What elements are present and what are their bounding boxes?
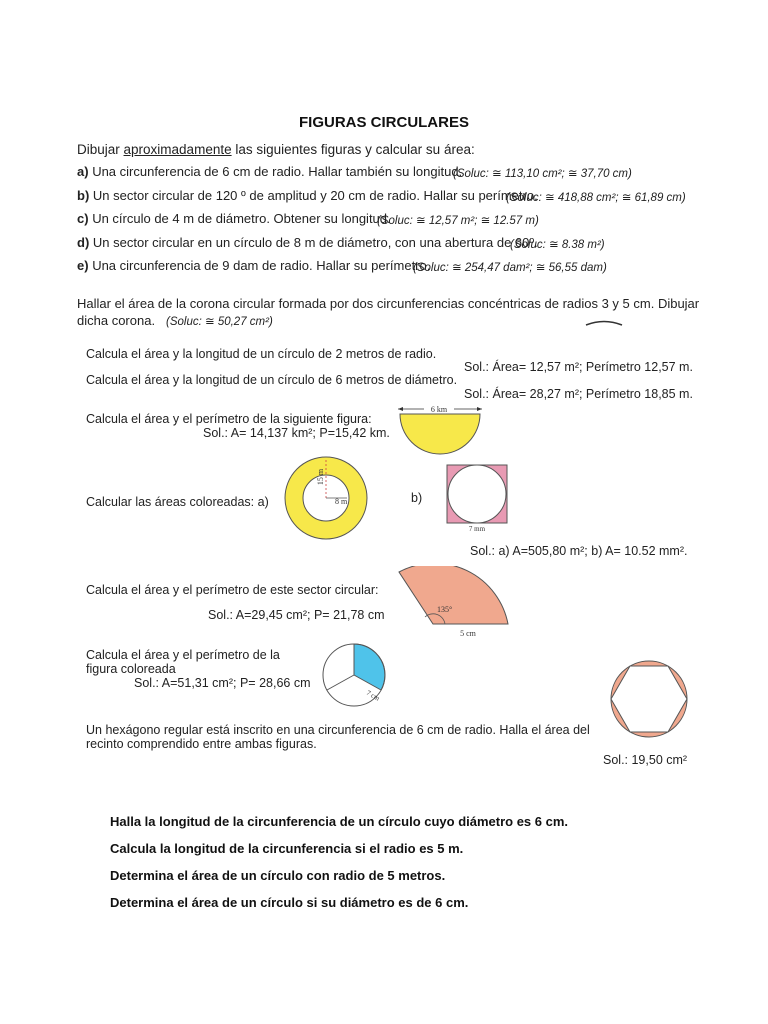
item-letter: a) bbox=[77, 164, 89, 179]
exercise-6-solution: Sol.: A=51,31 cm²; P= 28,66 cm bbox=[134, 676, 311, 690]
intro-suffix: las siguientes figuras y calcular su área: bbox=[231, 142, 475, 157]
exercise-7-solution: Sol.: 19,50 cm² bbox=[603, 753, 688, 767]
label-8m: 8 m bbox=[335, 497, 348, 506]
label-15m: 15 m bbox=[316, 468, 325, 486]
item-solution: (Soluc: ≅ 8.38 m²) bbox=[510, 239, 605, 251]
exercise-3-solution: Sol.: A= 14,137 km²; P=15,42 km. bbox=[203, 426, 390, 440]
corona-text-line1: Hallar el área de la corona circular formada por dos circunferencias concéntricas de radios 3 y 5 cm. Dibujar bbox=[77, 296, 700, 311]
sector-radius-label: 5 cm bbox=[460, 629, 476, 638]
exercise-2-text: Calcula el área y la longitud de un círculo de 6 metros de diámetro. bbox=[86, 373, 458, 387]
item-letter: e) bbox=[77, 258, 89, 273]
item-solution: (Soluc: ≅ 254,47 dam²; ≅ 56,55 dam) bbox=[413, 262, 607, 274]
intro-emphasis: aproximadamente bbox=[123, 142, 232, 157]
item-text: Un sector circular en un círculo de 8 m de diámetro, con una abertura de 60º. bbox=[92, 235, 538, 250]
page-title: FIGURAS CIRCULARES bbox=[298, 114, 469, 131]
exercise-1-solution: Sol.: Área= 12,57 m²; Perímetro 12,57 m. bbox=[464, 360, 693, 374]
semicircle-label: 6 km bbox=[430, 405, 448, 414]
item-solution: (Soluc: ≅ 12,57 m²; ≅ 12.57 m) bbox=[377, 215, 539, 227]
arc-mark-icon bbox=[584, 316, 624, 328]
question-4: Determina el área de un círculo si su diámetro es de 6 cm. bbox=[110, 895, 469, 910]
exercise-6-text-line2: figura coloreada bbox=[86, 662, 176, 676]
list-item bbox=[77, 188, 538, 203]
circle-radius-label: 7 cm bbox=[365, 688, 381, 703]
list-item bbox=[77, 235, 538, 250]
list-item bbox=[77, 258, 430, 273]
item-solution: (Soluc: ≅ 418,88 cm²; ≅ 61,89 cm) bbox=[506, 192, 686, 204]
corona-solution: (Soluc: ≅ 50,27 cm²) bbox=[166, 316, 273, 328]
semicircle-figure bbox=[394, 401, 486, 461]
exercise-6-text-line1: Calcula el área y el perímetro de la bbox=[86, 648, 280, 662]
exercise-5-solution: Sol.: A=29,45 cm²; P= 21,78 cm bbox=[208, 608, 385, 622]
corona-text-line2: dicha corona. bbox=[77, 313, 156, 328]
colored-sector-circle-figure bbox=[320, 642, 388, 708]
list-item bbox=[77, 164, 462, 179]
list-item bbox=[77, 211, 391, 226]
ring-figure bbox=[283, 455, 369, 541]
item-text: Una circunferencia de 6 cm de radio. Hallar también su longitud. bbox=[92, 164, 463, 179]
sector-angle-label: 135° bbox=[437, 605, 453, 614]
exercise-7-text-line2: recinto comprendido entre ambas figuras. bbox=[86, 737, 317, 751]
hexagon-circle-figure bbox=[607, 657, 691, 741]
exercise-4-text: Calcular las áreas coloreadas: a) bbox=[86, 495, 269, 509]
exercise-2-solution: Sol.: Área= 28,27 m²; Perímetro 18,85 m. bbox=[464, 387, 693, 401]
square-circle-figure bbox=[445, 463, 511, 533]
label-7mm: 7 mm bbox=[468, 525, 486, 533]
exercise-4-solution: Sol.: a) A=505,80 m²; b) A= 10.52 mm². bbox=[470, 544, 688, 558]
exercise-4-b-label: b) bbox=[411, 491, 423, 505]
exercise-1-text: Calcula el área y la longitud de un círculo de 2 metros de radio. bbox=[86, 347, 437, 361]
question-3: Determina el área de un círculo con radio de 5 metros. bbox=[110, 868, 446, 883]
intro-prefix: Dibujar bbox=[77, 142, 124, 157]
item-letter: d) bbox=[77, 235, 90, 250]
exercise-7-text-line1: Un hexágono regular está inscrito en una circunferencia de 6 cm de radio. Halla el área del bbox=[86, 723, 590, 737]
intro-text bbox=[77, 142, 475, 157]
exercise-3-text: Calcula el área y el perímetro de la siguiente figura: bbox=[86, 412, 372, 426]
item-text: Una circunferencia de 9 dam de radio. Hallar su perímetro. bbox=[92, 258, 431, 273]
item-letter: b) bbox=[77, 188, 90, 203]
question-1: Halla la longitud de la circunferencia de un círculo cuyo diámetro es 6 cm. bbox=[110, 814, 569, 829]
sector-figure bbox=[393, 566, 515, 640]
exercise-5-text: Calcula el área y el perímetro de este sector circular: bbox=[86, 583, 379, 597]
item-letter: c) bbox=[77, 211, 89, 226]
item-solution: (Soluc: ≅ 113,10 cm²; ≅ 37,70 cm) bbox=[453, 168, 632, 180]
item-text: Un círculo de 4 m de diámetro. Obtener su longitud. bbox=[92, 211, 391, 226]
question-2: Calcula la longitud de la circunferencia si el radio es 5 m. bbox=[110, 841, 464, 856]
item-text: Un sector circular de 120 º de amplitud y 20 cm de radio. Hallar su perímetro. bbox=[92, 188, 538, 203]
